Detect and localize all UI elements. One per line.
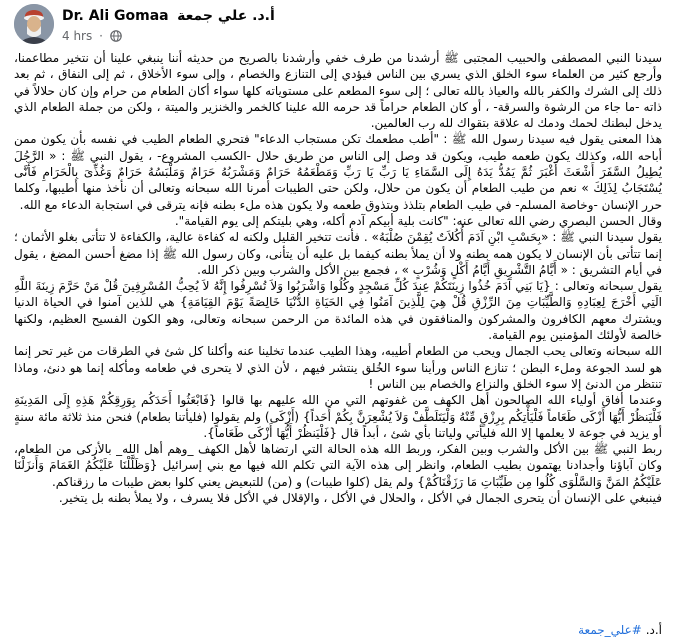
post-meta xyxy=(62,28,122,46)
post-paragraph: فينبغي على الإنسان أن يتحرى الجمال في الأكل ، والحلال في الأكل ، والإقلال في الأكل فلا يسرف ، ولا يملأ بطنه بل يتخير. xyxy=(58,491,662,506)
post-time[interactable]: 4 hrs xyxy=(62,29,93,43)
globe-icon[interactable] xyxy=(110,30,122,46)
hashtag-prefix: أ.د. xyxy=(641,623,662,637)
post-paragraph: يقول سبحانه وتعالى : {يَا بَنِي آدَمَ خُذُوا زِينَتَكُمْ عِندَ كُلِّ مَسْجِدٍ وكُلُوا وَاشْرَبُوا وَلاَ تُسْرِفُوا إِنَّهُ لاَ يُحِبُّ المُسْرِفِينَ قُلْ مَنْ حَرَّمَ زِينَةَ اللَّهِ الَتِي أَخْرَجَ لِعِبَادِهِ وَالطَّيِّبَاتِ مِنَ الرِّزْقِ قُلْ هِيَ لِلَّذِينَ آمَنُوا فِي الحَيَاةِ الدُّنْيَا خَالِصَةً يَوْمَ القِيَامَةِ} هي للذين آمنوا في الحياة الدنيا ويشترك معهم الكافرون والمشركون والمنافقون في هذه المائدة من الرحمن سبحانه وتعالى، وهو الكون الفسيح العظيم، ولكنها خالصة لأولئك المؤمنين يوم القيامة. xyxy=(14,279,662,343)
post-paragraph: وقال الحسن البصري رضي الله تعالى عنه: "كانت بلية أبيكم آدم أكله، وهي بليتكم إلى يوم القيامة". xyxy=(174,213,662,228)
post-paragraph: يقول سيدنا النبي ﷺ : «بِحَسْبِ ابْنِ آدَمَ أُكُلاَتٌ يُقِمْنَ صُلْبَهُ» . فأنت تتخير القليل ولكنه له كفاءة عالية، والكفاءة لا تتأتى بغلو الأثمان ؛ إنما تتأتى بأن الإنسان لا يكون همه بطنه ولا أن يملأ بطنه كيفما بل عليه أن يتأنى، وكان رسول الله ﷺ إذا مضغ أحسن المضغ ، يقول في أيام التشريق : « أَيَّامُ التَّشْرِيقِ أَيَّامُ أَكْلٍ وَشُرْبٍ » ، فجمع بين الأكل والشرب وبين ذكر الله. xyxy=(14,230,662,277)
hashtag-link[interactable]: #علي_جمعة xyxy=(578,623,642,637)
author-name-line xyxy=(62,7,275,25)
post-header xyxy=(14,4,664,52)
post-paragraph: ربط النبي ﷺ بين الأكل والشرب وبين الفكر، وربط الله هذه الحالة التي ارتضاها لأهل الكهف _وهم أهل الله_ بالأزكى من الطعام، وكان آباؤنا وأجدادنا يهتمون بطيب الطعام، وانظر إلى هذه الآية التي تكلم الله فيها مع بني إسرائيل {وَظَلَّلْنَا عَلَيْكُمُ الغَمَامَ وَأَنزَلْنَا عَلَيْكُمُ المَنَّ وَالسَّلْوَى كُلُوا مِن طَيِّبَاتِ مَا رَزَقْنَاكُمْ} ولم يقل (كلوا طيبات) و (من) للتبعيض يعني كلوا بعض طيبات ما رزقناكم. xyxy=(14,442,662,489)
author-name-ar[interactable]: أ.د. علي جمعة xyxy=(177,8,275,24)
post-body xyxy=(14,50,662,620)
post-paragraph: وعندما أفاق أولياء الله الصالحون أهل الكهف من غفوتهم التي من الله عليهم بها قالوا {فَابْعَثُوا أَحَدَكُم بِوَرِقِكُمْ هَذِهِ إِلَى المَدِينَةِ فَلْيَنظُرْ أَيُّهَا أَزْكَى طَعَاماً فَلْيَأْتِكُم بِرِزْقٍ مِّنْهُ وَلْيَتَلَطَّفْ وَلاَ يُشْعِرَنَّ بِكُمْ أَحَداً} (أَزْكَى) ولم يقولوا (فليأتنا بطعام) فنحن منذ ثلاثة مائة سنةٍ أو يزيد في جوعة لا يعلمها إلا الله فليأتي ولياتنا بأي شئ ، أبداً قال {فَلْيَنظُرْ أَيُّهَا أَزْكَى طَعَاماً}. xyxy=(14,393,662,440)
hashtag-line xyxy=(578,622,662,638)
post-paragraph: الله سبحانه وتعالى يحب الجمال ويحب من الطعام أطيبه، وهذا الطيب عندما تخلينا عنه وأكلنا كل شئ في الطرقات من غير تحر إنما هو لسد الجوعة وملء البطن ؛ تنازع الناس ورأينا سوء الخُلق ينتشر فيهم ، لأن الذي لا يتحرى في طعامه ومأكله إنما هو دنئ، وماذا تنتظر من الدنئ إلا سوء الخلق والنزاع والخصام بين الناس ! xyxy=(14,344,662,391)
author-name-en[interactable]: Dr. Ali Gomaa xyxy=(62,8,169,24)
author-avatar[interactable] xyxy=(14,4,54,44)
post-paragraph: سيدنا النبي المصطفى والحبيب المجتبى ﷺ أرشدنا من طرف خفي وأرشدنا بالصريح من حديثه أننا ينبغي علينا أن نتخير مطاعمنا، وأرجع كثير من العلماء سوء الخلق الذي يسري بين الناس فيؤدي إلى التنازع والخصام ، وإلى سوء الأخلاق ، ثم إلى النفاق ، ثم بعد ذلك إلى الشرك والكفر بالله والعياذ بالله تعالى ؛ إلى سوء المطعم على مستوياته كلها سواء أكان الطعام من حرام وإن كان حلالاً في ذاته -ما جاء من الرشوة والسرقة- ، أو كان الطعام حراماً قد حرمه الله علينا كالخمر والخنزير والميتة ، ولكن من جملة الطعام الذي يدخل لبطنك لحمك ودمك له علاقة بتقواك لله رب العالمين. xyxy=(14,51,662,131)
meta-separator: · xyxy=(99,29,103,43)
post-paragraph: هذا المعنى يقول فيه سيدنا رسول الله ﷺ : "أطب مطعمك تكن مستجاب الدعاء" فتحري الطعام الطيب في نفسه بأن يكون ممن أباحه الله، وكذلك يكون طعمه طيب، ويكون قد وصل إلى الناس من طريق حلال -الكسب المشروع- ، يقول النبي ﷺ : « الرَّجُلَ يُطِيلُ السَّفَرَ أَشْعَثَ أَغْبَرَ ثُمَّ يَمُدُّ يَدَهُ إِلَى السَّمَاءِ يَا رَبِّ يَا رَبِّ وَمَطْعَمُهُ حَرَامٌ وَمَشْرَبُهُ حَرَامٌ وَمَلْبَسُهُ حَرَامٌ وَغُذِّىَ بِالْحَرَامِ فَأَنَّى يُسْتَجَابُ لِذَلِكَ » نعم من طيب الطعام أن يكون من حلال، ولكن حتى الطيبات أمرنا الله سبحانه وتعالى أن نأخذ منها أطيبها، وكلما حرر الإنسان -وخاصة المسلم- في طيب الطعام بتلذذ وبتذوق طعمه ولا يكون هذه ملء بطنه فإنه يترقى في استجابة الدعاء مع الله. xyxy=(14,132,662,212)
